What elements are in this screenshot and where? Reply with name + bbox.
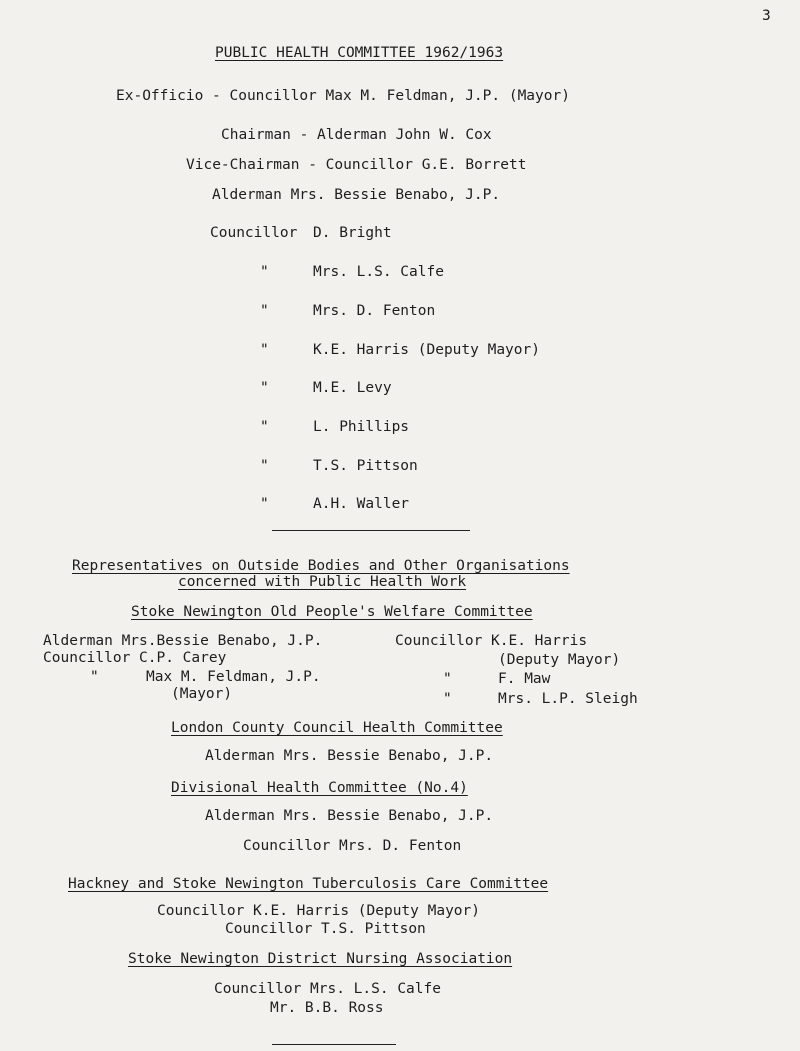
vice-chairman-line: Vice-Chairman - Councillor G.E. Borrett bbox=[186, 157, 527, 173]
member-item: L. Phillips bbox=[313, 419, 410, 435]
ditto-mark: " bbox=[260, 303, 269, 319]
member-item: T.S. Pittson bbox=[313, 458, 418, 474]
nursing-member: Councillor Mrs. L.S. Calfe bbox=[214, 981, 441, 997]
representatives-subheading: concerned with Public Health Work bbox=[178, 574, 467, 590]
page-number: 3 bbox=[762, 8, 771, 24]
old-people-left-2: Councillor C.P. Carey bbox=[43, 650, 227, 666]
section-heading-divisional: Divisional Health Committee (No.4) bbox=[171, 780, 468, 796]
ditto-mark: " bbox=[90, 669, 99, 685]
representatives-heading: Representatives on Outside Bodies and Other Organisations bbox=[72, 558, 570, 574]
ditto-mark: " bbox=[260, 264, 269, 280]
divider-rule bbox=[272, 530, 470, 531]
member-item: Mrs. D. Fenton bbox=[313, 303, 436, 319]
tb-member: Councillor T.S. Pittson bbox=[225, 921, 426, 937]
member-item: K.E. Harris (Deputy Mayor) bbox=[313, 342, 540, 358]
chairman-line: Chairman - Alderman John W. Cox bbox=[221, 127, 492, 143]
old-people-right-4: Mrs. L.P. Sleigh bbox=[498, 691, 638, 707]
lcc-member: Alderman Mrs. Bessie Benabo, J.P. bbox=[205, 748, 494, 764]
nursing-member: Mr. B.B. Ross bbox=[270, 1000, 384, 1016]
member-item: Mrs. L.S. Calfe bbox=[313, 264, 444, 280]
section-heading-tb: Hackney and Stoke Newington Tuberculosis Care Committee bbox=[68, 876, 549, 892]
old-people-left-1: Alderman Mrs.Bessie Benabo, J.P. bbox=[43, 633, 323, 649]
member-item: M.E. Levy bbox=[313, 380, 392, 396]
old-people-right-3: F. Maw bbox=[498, 671, 551, 687]
member-item: D. Bright bbox=[313, 225, 392, 241]
divisional-member: Councillor Mrs. D. Fenton bbox=[243, 838, 462, 854]
tb-member: Councillor K.E. Harris (Deputy Mayor) bbox=[157, 903, 481, 919]
ditto-mark: " bbox=[260, 419, 269, 435]
divisional-member: Alderman Mrs. Bessie Benabo, J.P. bbox=[205, 808, 494, 824]
old-people-right-1: Councillor K.E. Harris bbox=[395, 633, 588, 649]
section-heading-old-people: Stoke Newington Old People's Welfare Committee bbox=[131, 604, 533, 620]
divider-rule bbox=[272, 1044, 396, 1045]
section-heading-nursing: Stoke Newington District Nursing Association bbox=[128, 951, 513, 967]
ex-officio-line: Ex-Officio - Councillor Max M. Feldman, J.P. (Mayor) bbox=[116, 88, 570, 104]
ditto-mark: " bbox=[260, 496, 269, 512]
ditto-mark: " bbox=[260, 458, 269, 474]
ditto-mark: " bbox=[443, 671, 452, 687]
old-people-left-3: Max M. Feldman, J.P. bbox=[146, 669, 321, 685]
ditto-mark: " bbox=[443, 691, 452, 707]
old-people-right-2: (Deputy Mayor) bbox=[498, 652, 621, 668]
member-item: A.H. Waller bbox=[313, 496, 410, 512]
councillor-label: Councillor bbox=[210, 225, 298, 241]
section-heading-lcc: London County Council Health Committee bbox=[171, 720, 503, 736]
alderman-line: Alderman Mrs. Bessie Benabo, J.P. bbox=[212, 187, 501, 203]
ditto-mark: " bbox=[260, 342, 269, 358]
old-people-left-4: (Mayor) bbox=[171, 686, 233, 702]
ditto-mark: " bbox=[260, 380, 269, 396]
page-title: PUBLIC HEALTH COMMITTEE 1962/1963 bbox=[215, 45, 504, 61]
